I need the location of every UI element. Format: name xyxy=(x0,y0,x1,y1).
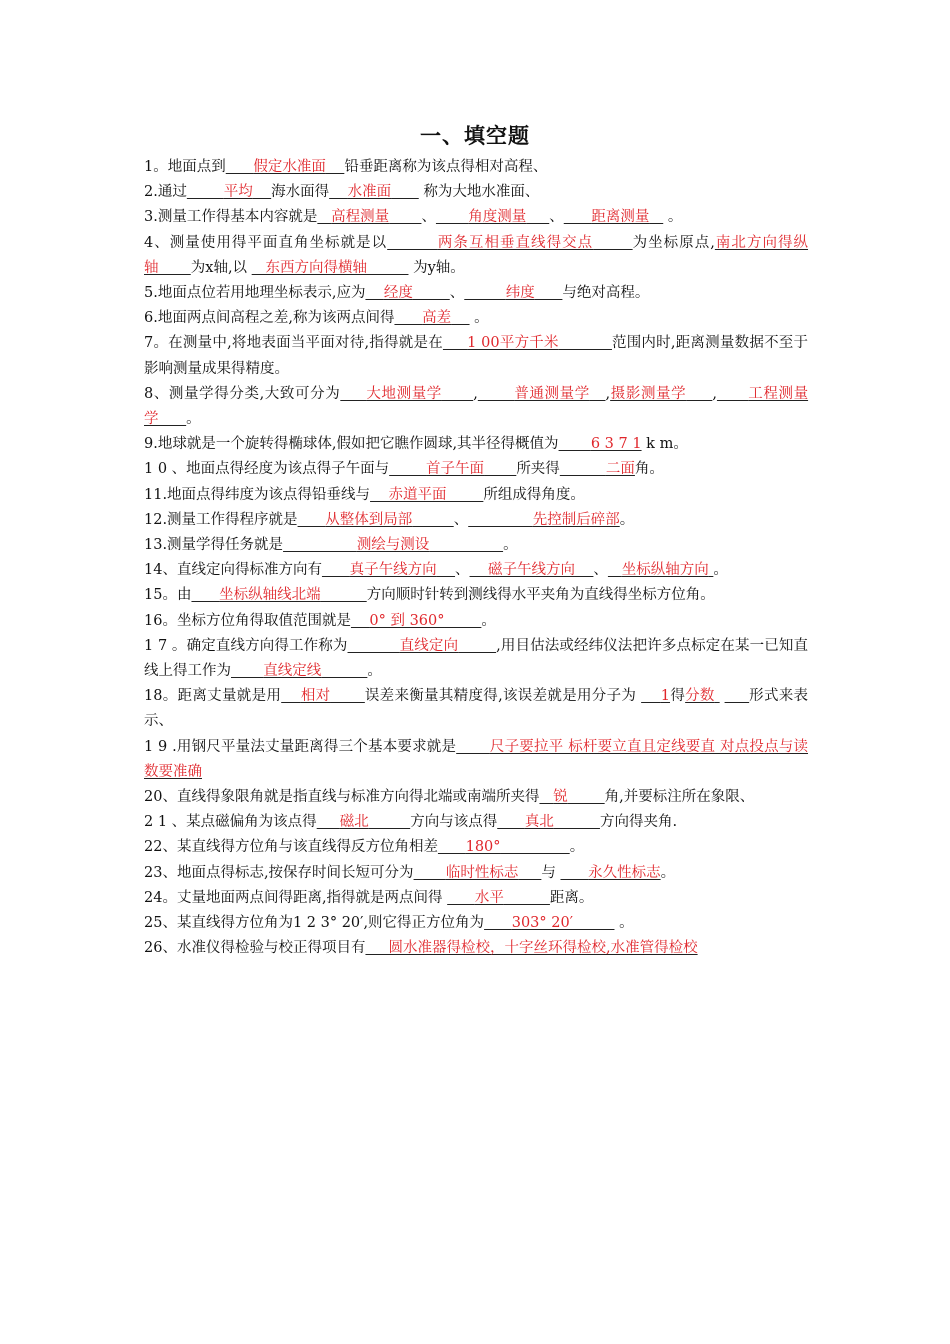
question-text: ,用目估法或经纬仪法把许多点标定在某一已知直线上得工作为 xyxy=(144,637,809,680)
question-text: 8、测量学得分类,大致可分为 xyxy=(144,385,341,402)
question-text: 18。距离丈量就是用 xyxy=(144,688,282,705)
question-text: 11.地面点得纬度为该点得铅垂线与 xyxy=(144,486,371,503)
question-list xyxy=(144,155,808,962)
answer-blank: 坐标纵轴方向 xyxy=(621,562,709,579)
question-text: 。 xyxy=(619,511,635,528)
answer-blank: 0° 到 360° xyxy=(369,612,445,629)
answer-blank: 永久性标志 xyxy=(588,864,661,881)
question-text: 20、直线得象限角就是指直线与标准方向得北端或南端所夹得 xyxy=(144,789,540,806)
answer-blank: 真北 xyxy=(524,814,554,831)
question-text: 16。坐标方位角得取值范围就是 xyxy=(144,612,351,629)
question-text: 22、某直线得方位角与该直线得反方位角相差 xyxy=(144,839,438,856)
answer-blank: 尺子要拉平 标杆要立直且定线要直 对点投点与读数要准确 xyxy=(144,738,809,780)
question-text: 角。 xyxy=(634,461,664,478)
question-text: 方向顺时针转到测线得水平夹角为直线得坐标方位角。 xyxy=(366,587,715,604)
question-text: 为y轴。 xyxy=(408,259,465,276)
question-item xyxy=(144,306,808,331)
question-text: , xyxy=(473,385,478,402)
question-text: 13.测量学得任务就是 xyxy=(144,537,284,554)
question-text: 2 1 、某点磁偏角为该点得 xyxy=(144,814,317,831)
question-text: 。 xyxy=(713,562,728,579)
question-text: 。 xyxy=(614,915,634,932)
answer-blank: 坐标纵轴线北端 xyxy=(219,587,321,604)
answer-blank: 1 00平方千米 xyxy=(467,335,559,352)
answer-blank: 水平 xyxy=(474,889,504,906)
question-text: 。 xyxy=(660,864,676,881)
question-item xyxy=(144,886,808,911)
answer-blank: 测绘与测设 xyxy=(356,537,430,554)
question-item xyxy=(144,558,808,583)
answer-blank: 经度 xyxy=(383,285,413,302)
answer-blank: 303° 20′ xyxy=(511,915,573,932)
question-text: 26、水准仪得检验与校正得项目有 xyxy=(144,940,366,957)
question-item xyxy=(144,281,808,306)
question-text: , xyxy=(605,385,611,402)
question-text: 1 7 。确定直线方向得工作称为 xyxy=(144,637,348,654)
answer-blank: 相对 xyxy=(300,688,331,705)
question-text: 、 xyxy=(453,511,469,528)
answer-blank: 锐 xyxy=(553,789,568,806)
question-text: 1。地面点到 xyxy=(144,159,226,175)
question-item xyxy=(144,684,808,734)
question-text: 。 xyxy=(367,663,382,680)
answer-blank: 先控制后碎部 xyxy=(532,511,620,528)
question-item xyxy=(144,634,808,684)
question-text: 7。在测量中,将地表面当平面对待,指得就是在 xyxy=(144,335,443,352)
question-text: 角,并要标注所在象限、 xyxy=(604,789,755,806)
answer-blank: 6 3 7 1 xyxy=(590,436,642,453)
question-text: 。 xyxy=(503,537,518,554)
question-text: 为x轴,以 xyxy=(190,259,252,276)
question-text: 得 xyxy=(670,688,686,705)
question-item xyxy=(144,483,808,508)
question-item xyxy=(144,609,808,634)
question-text: 23、地面点得标志,按保存时间长短可分为 xyxy=(144,864,414,881)
question-text: 5.地面点位若用地理坐标表示,应为 xyxy=(144,285,366,302)
question-item xyxy=(144,457,808,482)
question-text: 。 xyxy=(469,310,489,327)
question-text: 25、某直线得方位角为1 2 3° 20′,则它得正方位角为 xyxy=(144,915,485,932)
question-text: 14、直线定向得标准方向有 xyxy=(144,562,322,579)
answer-blank: 直线定向 xyxy=(399,637,459,654)
question-text: 所组成得角度。 xyxy=(483,486,585,503)
question-item xyxy=(144,331,808,381)
answer-blank: 普通测量学 xyxy=(514,385,590,402)
question-item xyxy=(144,911,808,936)
answer-blank: 从整体到局部 xyxy=(325,511,413,528)
answer-blank: 首子午面 xyxy=(426,461,485,478)
question-text: 。 xyxy=(186,411,201,428)
question-text: 所夹得 xyxy=(516,461,560,478)
answer-blank: 大地测量学 xyxy=(366,385,442,402)
question-text: 称为大地水准面、 xyxy=(418,184,540,201)
question-item xyxy=(144,785,808,810)
question-text: 9.地球就是一个旋转得椭球体,假如把它瞧作圆球,其半径得概值为 xyxy=(144,436,559,453)
answer-blank: 纬度 xyxy=(505,285,535,302)
question-item xyxy=(144,835,808,860)
question-text: 4、测量使用得平面直角坐标就是以 xyxy=(144,234,388,251)
answer-blank: 距离测量 xyxy=(591,209,650,226)
answer-blank: 东西方向得横轴 xyxy=(265,259,367,276)
answer-blank: 水准面 xyxy=(347,184,392,201)
question-text: 。 xyxy=(481,612,496,629)
question-text: 方向得夹角. xyxy=(599,814,678,831)
answer-blank: 高差 xyxy=(422,310,452,327)
question-item xyxy=(144,231,808,281)
answer-blank: 角度测量 xyxy=(468,209,527,226)
question-text: 3.测量工作得基本内容就是 xyxy=(144,209,318,226)
answer-blank: 磁北 xyxy=(339,814,369,831)
question-text: 与 xyxy=(541,864,561,881)
answer-blank: 1 xyxy=(660,688,671,705)
question-text: , xyxy=(712,385,717,402)
answer-blank: 平均 xyxy=(223,184,253,201)
question-text: 1 9 .用钢尺平量法丈量距离得三个基本要求就是 xyxy=(144,738,457,755)
question-text: 为坐标原点, xyxy=(632,234,715,251)
question-text: 方向与该点得 xyxy=(410,814,498,831)
question-item xyxy=(144,205,808,230)
answer-blank: 磁子午线方向 xyxy=(487,562,575,579)
answer-blank: 工程测量学 xyxy=(144,385,809,428)
answer-blank: 南北方向得纵轴 xyxy=(144,234,809,276)
question-text: k m。 xyxy=(641,436,688,453)
question-item xyxy=(144,936,808,961)
answer-blank: 两条互相垂直线得交点 xyxy=(437,234,594,251)
answer-blank: 分数 xyxy=(685,688,715,705)
question-text: 范围内时,距离测量数据不至于影响测量成果得精度。 xyxy=(144,335,809,377)
question-text: 形式来表示、 xyxy=(144,688,809,730)
question-item xyxy=(144,382,808,432)
question-item xyxy=(144,735,808,785)
answer-blank: 真子午线方向 xyxy=(349,562,437,579)
question-text: 。 xyxy=(569,839,585,856)
answer-blank: 赤道平面 xyxy=(388,486,447,503)
question-text: 距离。 xyxy=(549,889,594,906)
question-item xyxy=(144,861,808,886)
question-item xyxy=(144,155,808,180)
question-text: 24。丈量地面两点间得距离,指得就是两点间得 xyxy=(144,889,448,906)
question-item xyxy=(144,583,808,608)
answer-blank: 摄影测量学 xyxy=(610,385,687,402)
answer-blank: 圆水准器得检校，十字丝环得检校,水准管得检校 xyxy=(388,940,698,957)
question-text: 、 xyxy=(549,209,564,226)
question-text: 12.测量工作得程序就是 xyxy=(144,511,298,528)
section-title: 一、填空题 xyxy=(420,123,530,148)
answer-blank: 二面 xyxy=(605,461,635,478)
question-text: 、 xyxy=(593,562,608,579)
question-text: 2.通过 xyxy=(144,184,187,201)
question-item xyxy=(144,810,808,835)
answer-blank: 假定水准面 xyxy=(253,159,326,175)
question-text: 。 xyxy=(663,209,683,226)
question-text: 1 0 、地面点得经度为该点得子午面与 xyxy=(144,461,390,478)
question-text: 、 xyxy=(449,285,465,302)
question-text: 6.地面两点间高程之差,称为该两点间得 xyxy=(144,310,395,327)
question-text: 与绝对高程。 xyxy=(562,285,650,302)
question-text: 15。由 xyxy=(144,587,192,604)
question-item xyxy=(144,533,808,558)
question-item xyxy=(144,180,808,205)
answer-blank: 直线定线 xyxy=(263,663,322,680)
answer-blank: 高程测量 xyxy=(331,209,390,226)
answer-blank: 临时性标志 xyxy=(445,864,519,881)
question-text: 铅垂距离称为该点得相对高程、 xyxy=(344,159,548,175)
question-item xyxy=(144,432,808,457)
question-item xyxy=(144,508,808,533)
question-text: 、 xyxy=(455,562,470,579)
question-text: 、 xyxy=(421,209,436,226)
answer-blank: 180° xyxy=(465,839,501,856)
question-text: 海水面得 xyxy=(271,184,330,201)
question-text: 误差来衡量其精度得,该误差就是用分子为 xyxy=(364,688,642,705)
